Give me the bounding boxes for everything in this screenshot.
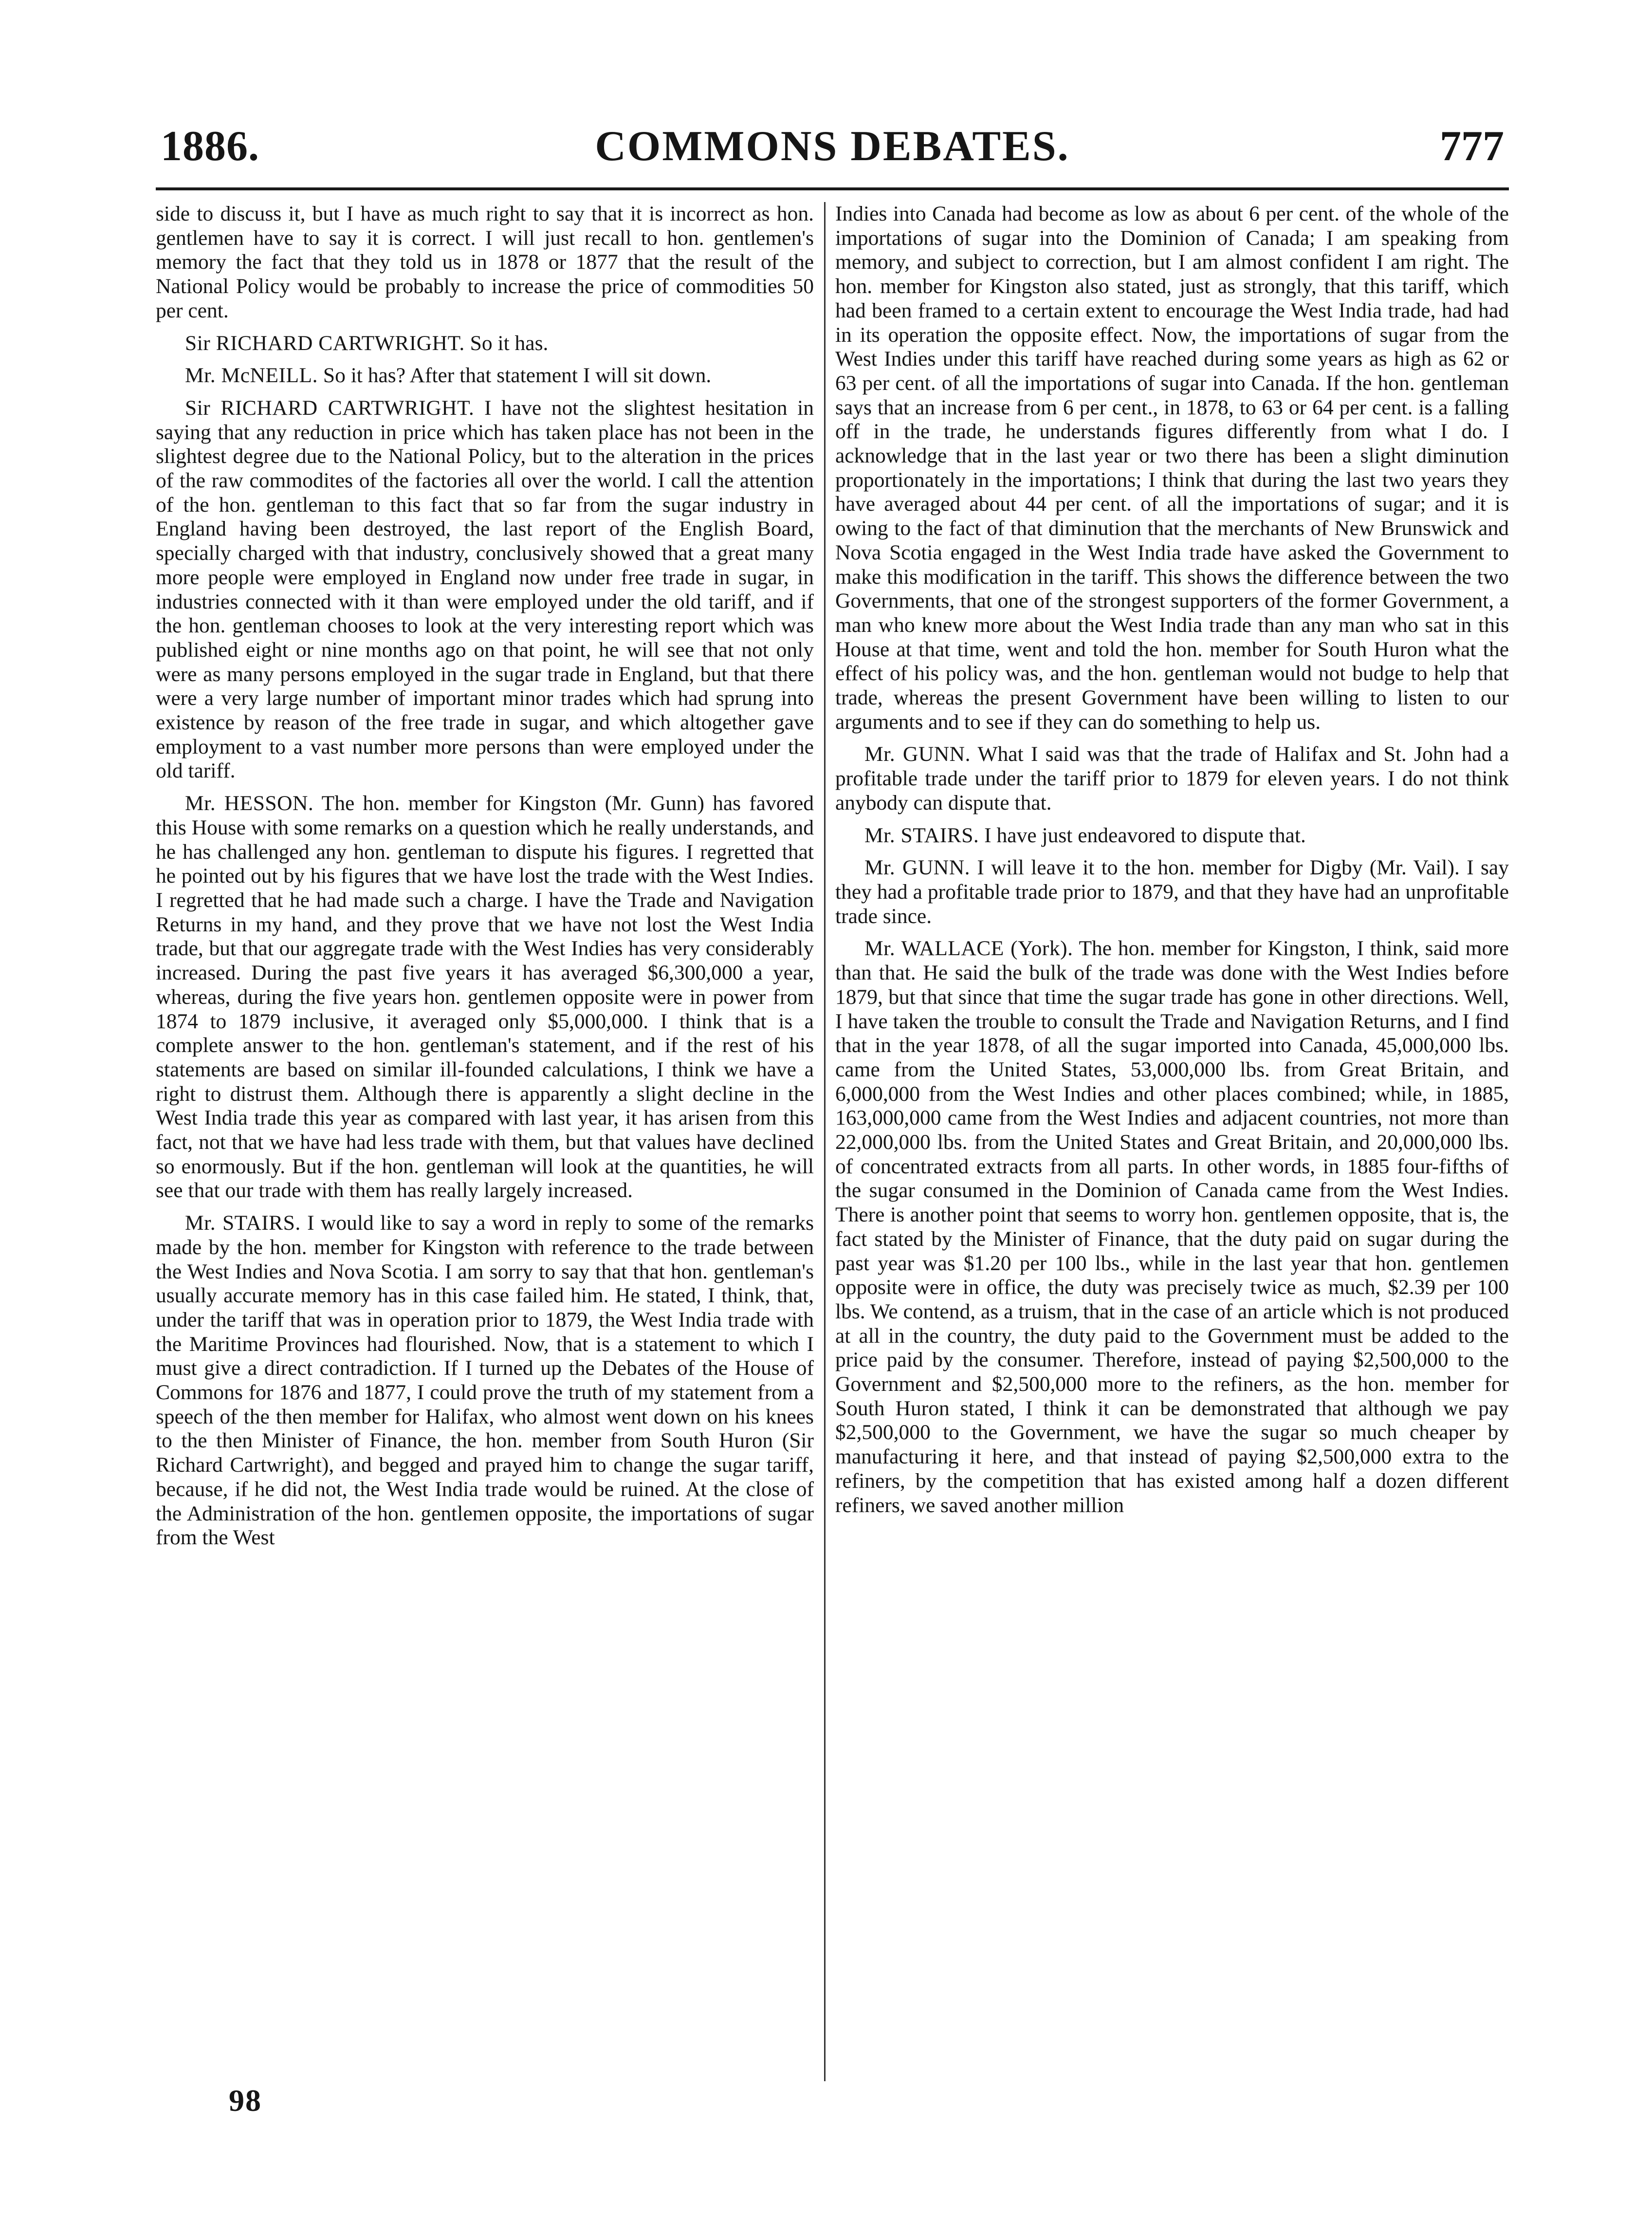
speaker-name: Sir RICHARD CARTWRIGHT.: [185, 331, 465, 355]
header-title: COMMONS DEBATES.: [595, 123, 1070, 170]
paragraph-text: The hon. member for Kingston, I think, said more than that. He said the bulk of the trade was done with the West Indies before 1879, but that since that time the sugar trade has gone in other directions. Well, I have taken the trouble to consult the Trade and Navigation Returns, and I find that in the year 1878, of all the sugar imported into Canada, 45,000,000 lbs. came from the United States, 53,000,000 lbs. from Great Britain, and 6,000,000 from the West Indies and other places combined; while, in 1885, 163,000,000 came from the West Indies and adjacent countries, not more than 22,000,000 lbs. from the United States and Great Britain, and 20,000,000 lbs. of concentrated extracts from all parts. In other words, in 1885 four-fifths of the sugar consumed in the Dominion of Canada came from the West Indies. There is another point that seems to worry hon. gentlemen opposite, that is, the fact stated by the Minister of Finance, that the duty paid on sugar during the past year was $1.20 per 100 lbs., while in the last year that hon. gentlemen opposite were in office, the duty was precisely twice as much, $2.39 per 100 lbs. We contend, as a truism, that in the case of an article which is not produced at all in the country, the duty paid to the Government must be added to the price paid by the consumer. Therefore, instead of paying $2,500,000 to the Government and $2,500,000 more to the refiners, as the hon. member for South Huron stated, I think it can be demonstrated that although we pay $2,500,000 to the Government, we have the sugar so much cheaper by manufacturing it here, and that instead of paying $2,500,000 extra to the refiners, by the competition that has existed among half a dozen different refiners, we saved another million: [835, 937, 1509, 1517]
paragraph: [835, 824, 1509, 848]
speaker-name: Mr. McNEILL.: [185, 364, 318, 388]
speaker-name: Mr. GUNN.: [864, 856, 970, 880]
speaker-name: Mr. HESSON.: [185, 792, 314, 815]
speaker-name: Sir RICHARD CARTWRIGHT.: [185, 396, 475, 420]
header-rule: [156, 187, 1509, 190]
paragraph-text: So it has.: [470, 331, 549, 355]
page-number: 777: [1440, 123, 1504, 170]
paragraph-text: I would like to say a word in reply to some of the remarks made by the hon. member for Kingston with reference to the trade between the West Indies and Nova Scotia. I am sorry to say that that hon. gentleman's usually accurate memory has in this case failed him. He stated, I think, that, under the tariff that was in operation prior to 1879, the West India trade with the Maritime Provinces had flourished. Now, that is a statement to which I must give a direct contradiction. If I turned up the Debates of the House of Commons for 1876 and 1877, I could prove the truth of my statement from a speech of the then member for Halifax, who almost went down on his knees to the then Minister of Finance, the hon. member from South Huron (Sir Richard Cartwright), and begged and prayed him to change the sugar tariff, because, if he did not, the West India trade would be ruined. At the close of the Administration of the hon. gentlemen opposite, the importations of sugar from the West: [156, 1211, 814, 1550]
speaker-name: Mr. STAIRS.: [185, 1211, 301, 1235]
speaker-name: Mr. STAIRS.: [864, 823, 979, 847]
paragraph: [156, 202, 814, 323]
paragraph-text: The hon. member for Kingston (Mr. Gunn) has favored this House with some remarks on a question which he really understands, and he has challenged any hon. gentleman to dispute his figures. I regretted that he pointed out by his figures that we have lost the trade with the West Indies. I regretted that he had made such a charge. I have the Trade and Navigation Returns in my hand, and they prove that we have not lost the West India trade, but that our aggregate trade with the West Indies has very considerably increased. During the past five years it has averaged $6,300,000 a year, whereas, during the five years hon. gentlemen opposite were in power from 1874 to 1879 inclusive, it averaged only $5,000,000. I think that is a complete answer to the hon. gentleman's statement, and if the rest of his statements are based on similar ill-founded calculations, I think we have a right to distrust them. Although there is apparently a slight decline in the West India trade this year as compared with last year, it has arisen from this fact, not that we have had less trade with them, but that values have declined so enormously. But if the hon. gentleman will look at the quantities, he will see that our trade with them has really largely increased.: [156, 792, 814, 1202]
page-header: [156, 122, 1509, 185]
paragraph: [156, 332, 814, 356]
paragraph-text: So it has? After that statement I will sit down.: [323, 364, 712, 388]
speaker-name: Mr. GUNN.: [864, 742, 971, 766]
left-column: [156, 202, 814, 2086]
paragraph: [835, 856, 1509, 928]
paragraph-text: I will leave it to the hon. member for Digby (Mr. Vail). I say they had a profitable trade prior to 1879, and that they have had an unprofitable trade since.: [835, 856, 1509, 928]
paragraph: [156, 364, 814, 388]
paragraph: [156, 396, 814, 783]
right-column: [835, 202, 1509, 2086]
paragraph-text: What I said was that the trade of Halifax and St. John had a profitable trade under the tariff prior to 1879 for eleven years. I do not think anybody can dispute that.: [835, 742, 1509, 814]
paragraph: [156, 1211, 814, 1550]
paragraph-text: Indies into Canada had become as low as about 6 per cent. of the whole of the importations of sugar into the Dominion of Canada; I am speaking from memory, and subject to correction, but I am almost confident I am right. The hon. member for Kingston also stated, just as strongly, that this tariff, which had been framed to a certain extent to encourage the West India trade, had had in its operation the opposite effect. Now, the importations of sugar from the West Indies under this tariff have reached during some years as high as 62 or 63 per cent. of all the importations of sugar into Canada. If the hon. gentleman says that an increase from 6 per cent., in 1878, to 63 or 64 per cent. is a falling off in the trade, he understands figures differently from what I do. I acknowledge that in the last year or two there has been a slight diminution proportionately in the importations; I think that during the last two years they have averaged about 44 per cent. of all the importations of sugar; and it is owing to the fact of that diminution that the merchants of New Brunswick and Nova Scotia engaged in the West India trade have asked the Government to make this modification in the tariff. This shows the difference between the two Governments, that one of the strongest supporters of the former Government, a man who knew more about the West India trade than any man who sat in this House at that time, went and told the hon. member for South Huron what the effect of his policy was, and the hon. gentleman would not budge to help that trade, whereas the present Government have been willing to listen to our arguments and to see if they can do something to help us.: [835, 202, 1509, 734]
paragraph: [835, 742, 1509, 815]
paragraph-text: I have not the slightest hesitation in saying that any reduction in price which has taken place has not been in the slightest degree due to the National Policy, but to the alteration in the prices of the raw commodites of the factories all over the world. I call the attention of the hon. gentleman to this fact that so far from the sugar industry in England having been destroyed, the last report of the English Board, specially charged with that industry, conclusively showed that a great many more people were employed in England now under free trade in sugar, in industries connected with it than were employed under the old tariff, and if the hon. gentleman chooses to look at the very interesting report which was published eight or nine months ago on that point, he will see that not only were as many persons employed in the sugar trade in England, but that there were a very large number of important minor trades which had sprung into existence by reason of the free trade in sugar, and which altogether gave employment to a vast number more persons than were employed under the old tariff.: [156, 396, 814, 783]
paragraph: [156, 792, 814, 1203]
signature-mark: 98: [229, 2083, 262, 2118]
header-year: 1886.: [161, 123, 259, 170]
paragraph-text: I have just endeavored to dispute that.: [984, 823, 1306, 847]
paragraph: [835, 202, 1509, 734]
speaker-name: Mr. WALLACE (York).: [864, 937, 1073, 961]
paragraph: [835, 937, 1509, 1517]
paragraph-text: side to discuss it, but I have as much right to say that it is incorrect as hon. gentlemen have to say it is correct. I will just recall to hon. gentlemen's memory the fact that they told us in 1878 or 1877 that the result of the National Policy would be probably to increase the price of commodities 50 per cent.: [156, 202, 814, 322]
column-divider: [824, 202, 826, 2081]
